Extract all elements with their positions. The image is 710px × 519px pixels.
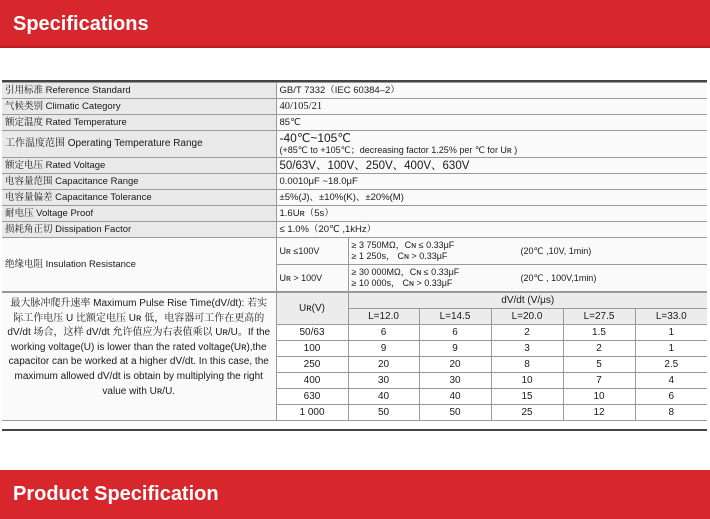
insulation-test-condition: (20℃ ,10V, 1min) [520, 246, 592, 256]
spec-row [2, 206, 707, 222]
banner-divider [0, 46, 710, 48]
dvdt-cell: 10 [491, 373, 563, 389]
spec-value: 0.0010μF ~18.0μF [276, 174, 707, 190]
dvdt-cell: 9 [348, 341, 419, 357]
spec-grid [2, 82, 707, 292]
dvdt-table [2, 292, 707, 421]
dvdt-cell: 1 000 [276, 405, 348, 421]
dvdt-cell: 4 [635, 373, 707, 389]
spec-value: 50/63V、100V、250V、400V、630V [276, 158, 707, 174]
insulation-label: 绝缘电阻 Insulation Resistance [2, 238, 276, 292]
dvdt-cell: 630 [276, 389, 348, 405]
dvdt-cell: 1 [635, 341, 707, 357]
dvdt-cell: 6 [419, 325, 491, 341]
spec-label: 损耗角正切 Dissipation Factor [2, 222, 276, 238]
dvdt-cell: 5 [563, 357, 635, 373]
spec-row [2, 99, 707, 115]
insulation-line: ≥ 10 000s， Cɴ > 0.33μF [351, 278, 453, 288]
dvdt-note: 最大脉冲爬升速率 Maximum Pulse Rise Time(dV/dt): 若实际工作电压 U 比额定电压 Uʀ 低，电容器可工作在更高的 dV/dt 场合，这样 dV/dt 允许值应为右表值乘以 Uʀ/U。If the working voltage(U) is lower than the rated voltage(Uʀ),the capacitor can be worked at a higher dV/dt. In this case, the maximum allowed dV/dt is obtain by multiplying the right value with Uʀ/U. [2, 293, 276, 421]
spec-value: ±5%(J)、±10%(K)、±20%(M) [276, 190, 707, 206]
spec-row [2, 115, 707, 131]
spec-value: -40℃~105℃ [279, 131, 351, 145]
dvdt-cell: 30 [348, 373, 419, 389]
dvdt-cell: 6 [635, 389, 707, 405]
dvdt-cell: 7 [563, 373, 635, 389]
dvdt-cell: 12 [563, 405, 635, 421]
spec-row [2, 174, 707, 190]
l-header: L=27.5 [563, 309, 635, 325]
l-header: L=14.5 [419, 309, 491, 325]
dvdt-cell: 30 [419, 373, 491, 389]
spec-label: 电容量范围 Capacitance Range [2, 174, 276, 190]
dvdt-cell: 3 [491, 341, 563, 357]
spec-table [2, 80, 707, 431]
dvdt-cell: 10 [563, 389, 635, 405]
dvdt-cell: 1 [635, 325, 707, 341]
insulation-row [2, 238, 707, 265]
spec-value: ≤ 1.0%（20℃ ,1kHz） [276, 222, 707, 238]
spec-value: 40/105/21 [276, 99, 707, 115]
dvdt-cell: 400 [276, 373, 348, 389]
ur-header: Uʀ(V) [276, 293, 348, 325]
spec-label: 引用标准 Reference Standard [2, 83, 276, 99]
specifications-banner [0, 0, 710, 48]
insulation-line: ≥ 3 750MΩ，Cɴ ≤ 0.33μF [351, 240, 455, 250]
spec-value: GB/T 7332（IEC 60384–2） [276, 83, 707, 99]
dvdt-cell: 8 [491, 357, 563, 373]
dvdt-cell: 9 [419, 341, 491, 357]
section-title: Specifications [13, 12, 149, 35]
spec-row [2, 83, 707, 99]
spec-label: 额定温度 Rated Temperature [2, 115, 276, 131]
spec-row [2, 222, 707, 238]
spec-label: 耐电压 Voltage Proof [2, 206, 276, 222]
spec-row [2, 190, 707, 206]
insulation-line: ≥ 30 000MΩ，Cɴ ≤ 0.33μF [351, 267, 460, 277]
spec-row [2, 131, 707, 158]
product-specification-banner [0, 470, 710, 519]
insulation-line: ≥ 1 250s， Cɴ > 0.33μF [351, 251, 448, 261]
dvdt-cell: 250 [276, 357, 348, 373]
l-header: L=12.0 [348, 309, 419, 325]
dvdt-group-header: dV/dt (V/μs) [348, 293, 707, 309]
dvdt-cell: 8 [635, 405, 707, 421]
dvdt-cell: 2 [563, 341, 635, 357]
spec-label: 气候类别 Climatic Category [2, 99, 276, 115]
l-header: L=20.0 [491, 309, 563, 325]
dvdt-cell: 50 [419, 405, 491, 421]
dvdt-cell: 6 [348, 325, 419, 341]
dvdt-cell: 40 [348, 389, 419, 405]
dvdt-cell: 2 [491, 325, 563, 341]
dvdt-cell: 15 [491, 389, 563, 405]
insulation-test-condition: (20℃ , 100V,1min) [520, 273, 597, 283]
dvdt-cell: 100 [276, 341, 348, 357]
dvdt-cell: 2.5 [635, 357, 707, 373]
spec-value-note: (+85℃ to +105℃；decreasing factor 1.25% per ℃ for Uʀ ) [279, 145, 518, 155]
dvdt-cell: 50 [348, 405, 419, 421]
dvdt-cell: 25 [491, 405, 563, 421]
dvdt-cell: 1.5 [563, 325, 635, 341]
l-header: L=33.0 [635, 309, 707, 325]
insulation-condition: Uʀ > 100V [276, 265, 348, 292]
dvdt-cell: 40 [419, 389, 491, 405]
dvdt-cell: 20 [419, 357, 491, 373]
spec-label: 电容量偏差 Capacitance Tolerance [2, 190, 276, 206]
spec-row [2, 158, 707, 174]
spec-label: 额定电压 Rated Voltage [2, 158, 276, 174]
section-title: Product Specification [13, 483, 219, 505]
spec-value: 1.6Uʀ（5s） [276, 206, 707, 222]
dvdt-cell: 50/63 [276, 325, 348, 341]
insulation-condition: Uʀ ≤100V [276, 238, 348, 265]
spec-value: 85℃ [276, 115, 707, 131]
spec-label: 工作温度范围 Operating Temperature Range [2, 131, 276, 158]
dvdt-header-row [2, 293, 707, 309]
dvdt-cell: 20 [348, 357, 419, 373]
